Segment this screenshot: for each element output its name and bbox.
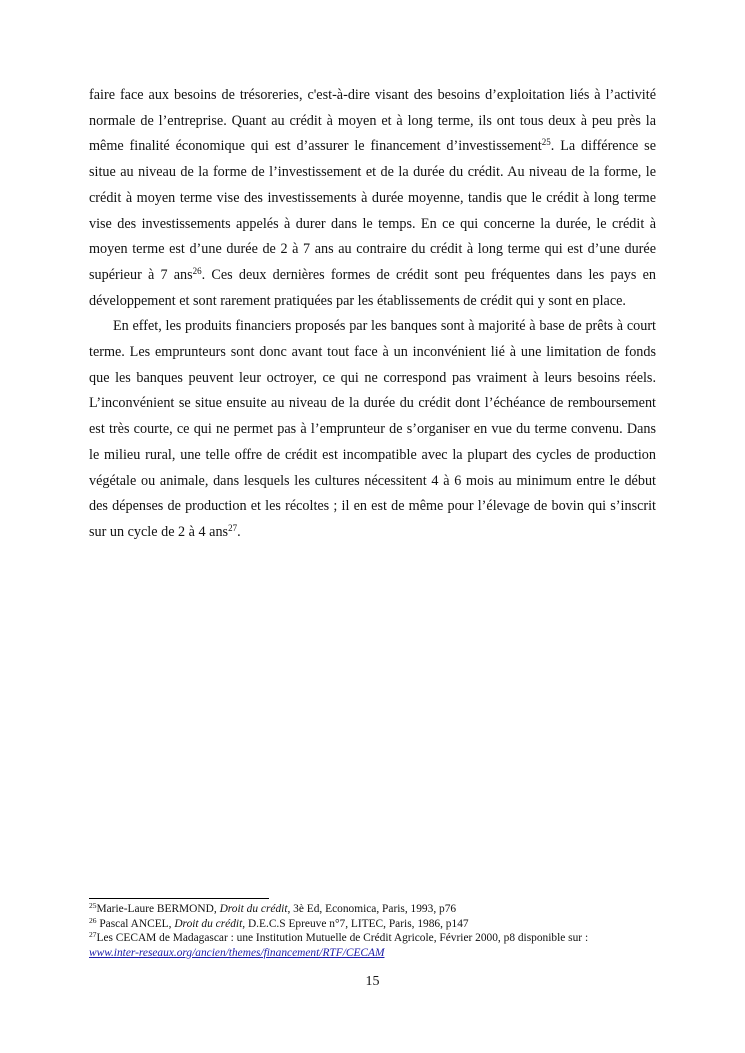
footnote-26-title: Droit du crédit — [174, 917, 243, 930]
page-number: 15 — [365, 974, 380, 989]
footnote-25-details: , 3è Ed, Economica, Paris, 1993, p76 — [287, 903, 457, 915]
footnote-26-author: Pascal ANCEL, — [96, 917, 175, 930]
footnote-26-details: , D.E.C.S Epreuve n°7, LITEC, Paris, 1986, p147 — [242, 917, 469, 930]
footnote-ref-26[interactable]: 26 — [192, 265, 202, 276]
footnote-27-link[interactable]: www.inter-reseaux.org/ancien/themes/financement/RTF/CECAM — [89, 946, 385, 959]
footnote-number: 26 — [89, 915, 97, 925]
footnote-27 — [89, 931, 669, 960]
footnotes — [89, 902, 669, 960]
paragraph-1-text-c: . Ces deux dernières formes de crédit sont peu fréquentes dans les pays en développement et sont rarement pratiquées par les établissements de crédit qui y sont en place. — [89, 266, 656, 309]
footnote-number: 27 — [89, 930, 97, 939]
footnote-separator — [89, 898, 269, 899]
footnote-ref-27[interactable]: 27 — [228, 522, 238, 533]
paragraph-2 — [89, 314, 656, 545]
footnote-25 — [89, 902, 669, 917]
footnote-25-title: Droit du crédit — [219, 903, 288, 915]
footnote-26 — [89, 917, 669, 932]
paragraph-1-text-a: faire face aux besoins de trésoreries, c'est-à-dire visant des besoins d’exploitation liés à l’activité normale de l’entreprise. Quant au crédit à moyen et à long terme, ils ont tous deux à peu près la même finalité économique qui est d’assurer le financement d’investissement — [89, 87, 656, 155]
footnote-25-author: Marie-Laure BERMOND, — [96, 903, 220, 915]
main-text — [89, 83, 656, 546]
footnote-ref-25[interactable]: 25 — [541, 137, 551, 148]
paragraph-2-text-b: . — [237, 523, 241, 540]
paragraph-2-text-a: En effet, les produits financiers proposés par les banques sont à majorité à base de prêts à court terme. Les emprunteurs sont donc avant tout face à un inconvénient lié à une limitation de fonds que les banques peuvent leur octroyer, ce qui ne correspond pas vraiment à leurs besoins réels. L’inconvénient se situe ensuite au niveau de la durée du crédit dont l’échéance de remboursement est très courte, ce qui ne permet pas à l’emprunteur de s’organiser en vue du terme convenu. Dans le milieu rural, une telle offre de crédit est incompatible avec la plupart des cycles de production végétale ou animale, dans lesquels les cultures nécessitent 4 à 6 mois au minimum entre le début des dépenses de production et les récoltes ; il en est de même pour l’élevage de bovin qui s’inscrit sur un cycle de 2 à 4 ans — [89, 318, 656, 540]
footnote-number: 25 — [89, 901, 97, 910]
footnote-27-text: Les CECAM de Madagascar : une Institution Mutuelle de Crédit Agricole, Février 2000, p8 disponible sur : — [96, 932, 589, 944]
paragraph-1 — [89, 83, 656, 314]
paragraph-1-text-b: . La différence se situe au niveau de la forme de l’investissement et de la durée du crédit. Au niveau de la forme, le crédit à moyen terme vise des investissements à durée moyenne, tandis que le crédit à long terme vise des investissements appelés à durer dans le temps. En ce qui concerne la durée, le crédit à moyen terme est d’une durée de 2 à 7 ans au contraire du crédit à long terme qui est d’une durée supérieur à 7 ans — [89, 138, 656, 283]
